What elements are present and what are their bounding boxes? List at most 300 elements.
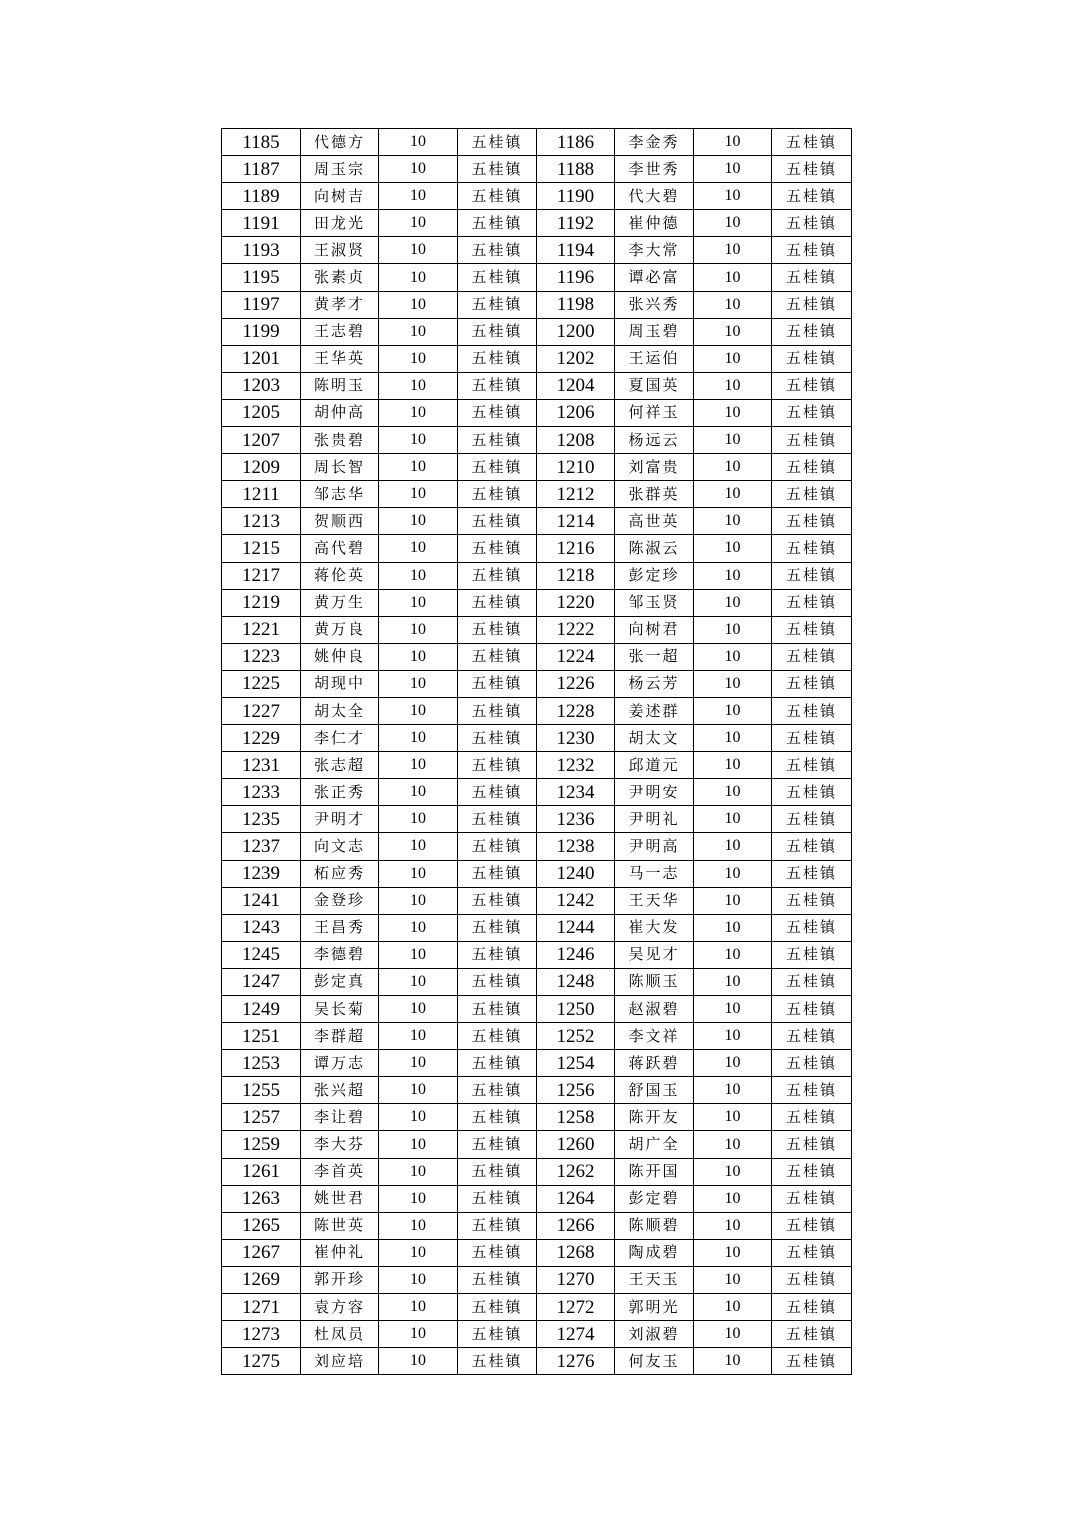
seq-number-cell: 1250 xyxy=(537,996,615,1023)
name-cell: 杨云芳 xyxy=(615,670,694,697)
table-row xyxy=(222,941,852,968)
name-cell: 刘富贵 xyxy=(615,454,694,481)
town-cell: 五桂镇 xyxy=(772,156,852,183)
name-cell: 杜凤员 xyxy=(301,1321,379,1348)
town-cell: 五桂镇 xyxy=(458,996,537,1023)
table-row xyxy=(222,670,852,697)
name-cell: 张正秀 xyxy=(301,779,379,806)
amount-cell: 10 xyxy=(694,1266,772,1293)
seq-number-cell: 1231 xyxy=(222,752,301,779)
town-cell: 五桂镇 xyxy=(458,1294,537,1321)
name-cell: 张一超 xyxy=(615,643,694,670)
seq-number-cell: 1230 xyxy=(537,725,615,752)
seq-number-cell: 1272 xyxy=(537,1294,615,1321)
table-row xyxy=(222,1131,852,1158)
town-cell: 五桂镇 xyxy=(772,481,852,508)
amount-cell: 10 xyxy=(694,887,772,914)
amount-cell: 10 xyxy=(694,1185,772,1212)
name-cell: 李金秀 xyxy=(615,129,694,156)
town-cell: 五桂镇 xyxy=(772,1348,852,1375)
name-cell: 何友玉 xyxy=(615,1348,694,1375)
town-cell: 五桂镇 xyxy=(772,1212,852,1239)
table-row xyxy=(222,345,852,372)
seq-number-cell: 1254 xyxy=(537,1050,615,1077)
seq-number-cell: 1263 xyxy=(222,1185,301,1212)
table-row xyxy=(222,210,852,237)
town-cell: 五桂镇 xyxy=(772,535,852,562)
seq-number-cell: 1185 xyxy=(222,129,301,156)
name-cell: 崔仲德 xyxy=(615,210,694,237)
table-row xyxy=(222,1239,852,1266)
seq-number-cell: 1211 xyxy=(222,481,301,508)
seq-number-cell: 1269 xyxy=(222,1266,301,1293)
amount-cell: 10 xyxy=(694,562,772,589)
name-cell: 王志碧 xyxy=(301,318,379,345)
town-cell: 五桂镇 xyxy=(772,1158,852,1185)
table-row xyxy=(222,1185,852,1212)
town-cell: 五桂镇 xyxy=(458,725,537,752)
town-cell: 五桂镇 xyxy=(458,806,537,833)
town-cell: 五桂镇 xyxy=(458,1050,537,1077)
seq-number-cell: 1218 xyxy=(537,562,615,589)
amount-cell: 10 xyxy=(694,264,772,291)
seq-number-cell: 1201 xyxy=(222,345,301,372)
amount-cell: 10 xyxy=(694,237,772,264)
amount-cell: 10 xyxy=(379,941,458,968)
seq-number-cell: 1267 xyxy=(222,1239,301,1266)
amount-cell: 10 xyxy=(379,535,458,562)
seq-number-cell: 1236 xyxy=(537,806,615,833)
town-cell: 五桂镇 xyxy=(772,1239,852,1266)
name-cell: 袁方容 xyxy=(301,1294,379,1321)
table-row xyxy=(222,1321,852,1348)
seq-number-cell: 1224 xyxy=(537,643,615,670)
town-cell: 五桂镇 xyxy=(772,752,852,779)
amount-cell: 10 xyxy=(694,833,772,860)
seq-number-cell: 1217 xyxy=(222,562,301,589)
table-row xyxy=(222,318,852,345)
name-cell: 李文祥 xyxy=(615,1023,694,1050)
amount-cell: 10 xyxy=(379,1023,458,1050)
table-row xyxy=(222,427,852,454)
amount-cell: 10 xyxy=(694,535,772,562)
town-cell: 五桂镇 xyxy=(772,1050,852,1077)
table-row xyxy=(222,968,852,995)
town-cell: 五桂镇 xyxy=(772,968,852,995)
amount-cell: 10 xyxy=(379,562,458,589)
amount-cell: 10 xyxy=(379,345,458,372)
name-cell: 陈顺碧 xyxy=(615,1212,694,1239)
name-cell: 胡现中 xyxy=(301,670,379,697)
town-cell: 五桂镇 xyxy=(458,210,537,237)
seq-number-cell: 1215 xyxy=(222,535,301,562)
amount-cell: 10 xyxy=(379,725,458,752)
amount-cell: 10 xyxy=(694,1077,772,1104)
town-cell: 五桂镇 xyxy=(458,1348,537,1375)
amount-cell: 10 xyxy=(379,183,458,210)
town-cell: 五桂镇 xyxy=(458,968,537,995)
name-cell: 王昌秀 xyxy=(301,914,379,941)
amount-cell: 10 xyxy=(379,210,458,237)
seq-number-cell: 1233 xyxy=(222,779,301,806)
town-cell: 五桂镇 xyxy=(458,1266,537,1293)
name-cell: 李仁才 xyxy=(301,725,379,752)
town-cell: 五桂镇 xyxy=(458,562,537,589)
town-cell: 五桂镇 xyxy=(772,589,852,616)
amount-cell: 10 xyxy=(694,616,772,643)
amount-cell: 10 xyxy=(379,616,458,643)
roster-body xyxy=(222,129,852,1375)
town-cell: 五桂镇 xyxy=(772,725,852,752)
table-row xyxy=(222,589,852,616)
seq-number-cell: 1275 xyxy=(222,1348,301,1375)
name-cell: 夏国英 xyxy=(615,372,694,399)
seq-number-cell: 1232 xyxy=(537,752,615,779)
amount-cell: 10 xyxy=(694,210,772,237)
name-cell: 李首英 xyxy=(301,1158,379,1185)
amount-cell: 10 xyxy=(694,697,772,724)
table-row xyxy=(222,1077,852,1104)
town-cell: 五桂镇 xyxy=(458,427,537,454)
town-cell: 五桂镇 xyxy=(772,399,852,426)
name-cell: 王华英 xyxy=(301,345,379,372)
amount-cell: 10 xyxy=(379,1050,458,1077)
table-row xyxy=(222,914,852,941)
town-cell: 五桂镇 xyxy=(772,670,852,697)
town-cell: 五桂镇 xyxy=(772,616,852,643)
roster-table xyxy=(221,128,852,1375)
town-cell: 五桂镇 xyxy=(458,1158,537,1185)
name-cell: 尹明礼 xyxy=(615,806,694,833)
town-cell: 五桂镇 xyxy=(458,589,537,616)
table-row xyxy=(222,1023,852,1050)
seq-number-cell: 1205 xyxy=(222,399,301,426)
name-cell: 蒋伦英 xyxy=(301,562,379,589)
seq-number-cell: 1255 xyxy=(222,1077,301,1104)
name-cell: 陈淑云 xyxy=(615,535,694,562)
amount-cell: 10 xyxy=(694,670,772,697)
town-cell: 五桂镇 xyxy=(458,779,537,806)
seq-number-cell: 1207 xyxy=(222,427,301,454)
seq-number-cell: 1274 xyxy=(537,1321,615,1348)
seq-number-cell: 1189 xyxy=(222,183,301,210)
name-cell: 姚世君 xyxy=(301,1185,379,1212)
amount-cell: 10 xyxy=(379,643,458,670)
amount-cell: 10 xyxy=(694,725,772,752)
name-cell: 崔仲礼 xyxy=(301,1239,379,1266)
amount-cell: 10 xyxy=(379,833,458,860)
seq-number-cell: 1271 xyxy=(222,1294,301,1321)
seq-number-cell: 1251 xyxy=(222,1023,301,1050)
seq-number-cell: 1261 xyxy=(222,1158,301,1185)
name-cell: 姜述群 xyxy=(615,697,694,724)
town-cell: 五桂镇 xyxy=(772,237,852,264)
amount-cell: 10 xyxy=(379,291,458,318)
table-row xyxy=(222,183,852,210)
seq-number-cell: 1266 xyxy=(537,1212,615,1239)
town-cell: 五桂镇 xyxy=(772,887,852,914)
town-cell: 五桂镇 xyxy=(772,779,852,806)
seq-number-cell: 1186 xyxy=(537,129,615,156)
name-cell: 李德碧 xyxy=(301,941,379,968)
amount-cell: 10 xyxy=(694,1294,772,1321)
table-row xyxy=(222,752,852,779)
seq-number-cell: 1223 xyxy=(222,643,301,670)
town-cell: 五桂镇 xyxy=(458,345,537,372)
name-cell: 王淑贤 xyxy=(301,237,379,264)
amount-cell: 10 xyxy=(379,860,458,887)
seq-number-cell: 1193 xyxy=(222,237,301,264)
amount-cell: 10 xyxy=(379,1321,458,1348)
seq-number-cell: 1244 xyxy=(537,914,615,941)
table-row xyxy=(222,291,852,318)
town-cell: 五桂镇 xyxy=(772,1266,852,1293)
town-cell: 五桂镇 xyxy=(458,616,537,643)
amount-cell: 10 xyxy=(694,156,772,183)
table-row xyxy=(222,454,852,481)
amount-cell: 10 xyxy=(694,779,772,806)
town-cell: 五桂镇 xyxy=(772,1294,852,1321)
seq-number-cell: 1225 xyxy=(222,670,301,697)
seq-number-cell: 1212 xyxy=(537,481,615,508)
amount-cell: 10 xyxy=(379,508,458,535)
seq-number-cell: 1197 xyxy=(222,291,301,318)
town-cell: 五桂镇 xyxy=(458,1185,537,1212)
amount-cell: 10 xyxy=(694,1023,772,1050)
amount-cell: 10 xyxy=(694,372,772,399)
amount-cell: 10 xyxy=(379,1158,458,1185)
town-cell: 五桂镇 xyxy=(458,237,537,264)
table-row xyxy=(222,1050,852,1077)
seq-number-cell: 1190 xyxy=(537,183,615,210)
town-cell: 五桂镇 xyxy=(458,1131,537,1158)
seq-number-cell: 1213 xyxy=(222,508,301,535)
name-cell: 何祥玉 xyxy=(615,399,694,426)
town-cell: 五桂镇 xyxy=(772,129,852,156)
amount-cell: 10 xyxy=(379,1131,458,1158)
table-row xyxy=(222,697,852,724)
name-cell: 李大常 xyxy=(615,237,694,264)
amount-cell: 10 xyxy=(694,996,772,1023)
amount-cell: 10 xyxy=(694,752,772,779)
table-row xyxy=(222,129,852,156)
amount-cell: 10 xyxy=(379,1239,458,1266)
amount-cell: 10 xyxy=(694,941,772,968)
town-cell: 五桂镇 xyxy=(772,454,852,481)
amount-cell: 10 xyxy=(694,1321,772,1348)
amount-cell: 10 xyxy=(379,1348,458,1375)
seq-number-cell: 1264 xyxy=(537,1185,615,1212)
name-cell: 周玉宗 xyxy=(301,156,379,183)
town-cell: 五桂镇 xyxy=(458,1212,537,1239)
table-row xyxy=(222,1348,852,1375)
name-cell: 马一志 xyxy=(615,860,694,887)
seq-number-cell: 1202 xyxy=(537,345,615,372)
town-cell: 五桂镇 xyxy=(772,1077,852,1104)
town-cell: 五桂镇 xyxy=(772,860,852,887)
seq-number-cell: 1216 xyxy=(537,535,615,562)
amount-cell: 10 xyxy=(379,1212,458,1239)
amount-cell: 10 xyxy=(379,806,458,833)
amount-cell: 10 xyxy=(694,968,772,995)
table-row xyxy=(222,399,852,426)
town-cell: 五桂镇 xyxy=(458,941,537,968)
name-cell: 李群超 xyxy=(301,1023,379,1050)
name-cell: 郭明光 xyxy=(615,1294,694,1321)
amount-cell: 10 xyxy=(379,481,458,508)
name-cell: 陈开国 xyxy=(615,1158,694,1185)
town-cell: 五桂镇 xyxy=(458,318,537,345)
seq-number-cell: 1206 xyxy=(537,399,615,426)
town-cell: 五桂镇 xyxy=(772,427,852,454)
town-cell: 五桂镇 xyxy=(772,1321,852,1348)
amount-cell: 10 xyxy=(694,508,772,535)
seq-number-cell: 1260 xyxy=(537,1131,615,1158)
name-cell: 周玉碧 xyxy=(615,318,694,345)
name-cell: 张兴秀 xyxy=(615,291,694,318)
name-cell: 黄万良 xyxy=(301,616,379,643)
town-cell: 五桂镇 xyxy=(772,996,852,1023)
town-cell: 五桂镇 xyxy=(772,643,852,670)
name-cell: 代德方 xyxy=(301,129,379,156)
name-cell: 向文志 xyxy=(301,833,379,860)
amount-cell: 10 xyxy=(694,1239,772,1266)
amount-cell: 10 xyxy=(694,589,772,616)
name-cell: 张兴超 xyxy=(301,1077,379,1104)
amount-cell: 10 xyxy=(379,1077,458,1104)
amount-cell: 10 xyxy=(694,427,772,454)
seq-number-cell: 1198 xyxy=(537,291,615,318)
seq-number-cell: 1234 xyxy=(537,779,615,806)
name-cell: 胡太文 xyxy=(615,725,694,752)
amount-cell: 10 xyxy=(379,454,458,481)
seq-number-cell: 1194 xyxy=(537,237,615,264)
seq-number-cell: 1259 xyxy=(222,1131,301,1158)
table-row xyxy=(222,779,852,806)
seq-number-cell: 1252 xyxy=(537,1023,615,1050)
town-cell: 五桂镇 xyxy=(772,941,852,968)
seq-number-cell: 1195 xyxy=(222,264,301,291)
town-cell: 五桂镇 xyxy=(772,508,852,535)
amount-cell: 10 xyxy=(379,264,458,291)
amount-cell: 10 xyxy=(379,697,458,724)
amount-cell: 10 xyxy=(694,481,772,508)
town-cell: 五桂镇 xyxy=(458,399,537,426)
table-row xyxy=(222,860,852,887)
table-row xyxy=(222,833,852,860)
name-cell: 李大芬 xyxy=(301,1131,379,1158)
town-cell: 五桂镇 xyxy=(458,697,537,724)
seq-number-cell: 1241 xyxy=(222,887,301,914)
town-cell: 五桂镇 xyxy=(772,183,852,210)
amount-cell: 10 xyxy=(379,1185,458,1212)
town-cell: 五桂镇 xyxy=(458,1077,537,1104)
name-cell: 张群英 xyxy=(615,481,694,508)
table-row xyxy=(222,237,852,264)
amount-cell: 10 xyxy=(379,237,458,264)
table-row xyxy=(222,508,852,535)
name-cell: 胡广全 xyxy=(615,1131,694,1158)
name-cell: 蒋跃碧 xyxy=(615,1050,694,1077)
town-cell: 五桂镇 xyxy=(458,129,537,156)
name-cell: 柘应秀 xyxy=(301,860,379,887)
town-cell: 五桂镇 xyxy=(458,833,537,860)
name-cell: 向树吉 xyxy=(301,183,379,210)
amount-cell: 10 xyxy=(379,156,458,183)
name-cell: 谭必富 xyxy=(615,264,694,291)
name-cell: 邱道元 xyxy=(615,752,694,779)
name-cell: 陈开友 xyxy=(615,1104,694,1131)
amount-cell: 10 xyxy=(379,1104,458,1131)
amount-cell: 10 xyxy=(379,779,458,806)
seq-number-cell: 1247 xyxy=(222,968,301,995)
seq-number-cell: 1208 xyxy=(537,427,615,454)
name-cell: 舒国玉 xyxy=(615,1077,694,1104)
name-cell: 田龙光 xyxy=(301,210,379,237)
seq-number-cell: 1245 xyxy=(222,941,301,968)
name-cell: 贺顺西 xyxy=(301,508,379,535)
amount-cell: 10 xyxy=(379,887,458,914)
amount-cell: 10 xyxy=(694,129,772,156)
town-cell: 五桂镇 xyxy=(458,643,537,670)
town-cell: 五桂镇 xyxy=(772,914,852,941)
name-cell: 陶成碧 xyxy=(615,1239,694,1266)
name-cell: 吴见才 xyxy=(615,941,694,968)
amount-cell: 10 xyxy=(694,399,772,426)
name-cell: 陈明玉 xyxy=(301,372,379,399)
table-row xyxy=(222,806,852,833)
name-cell: 尹明高 xyxy=(615,833,694,860)
name-cell: 彭定碧 xyxy=(615,1185,694,1212)
seq-number-cell: 1221 xyxy=(222,616,301,643)
town-cell: 五桂镇 xyxy=(458,183,537,210)
table-row xyxy=(222,1158,852,1185)
seq-number-cell: 1237 xyxy=(222,833,301,860)
town-cell: 五桂镇 xyxy=(458,914,537,941)
table-row xyxy=(222,725,852,752)
town-cell: 五桂镇 xyxy=(458,1023,537,1050)
table-row xyxy=(222,264,852,291)
amount-cell: 10 xyxy=(694,345,772,372)
table-row xyxy=(222,1104,852,1131)
name-cell: 李世秀 xyxy=(615,156,694,183)
amount-cell: 10 xyxy=(694,454,772,481)
amount-cell: 10 xyxy=(379,1294,458,1321)
town-cell: 五桂镇 xyxy=(772,697,852,724)
name-cell: 邹玉贤 xyxy=(615,589,694,616)
name-cell: 彭定真 xyxy=(301,968,379,995)
name-cell: 崔大发 xyxy=(615,914,694,941)
amount-cell: 10 xyxy=(379,968,458,995)
name-cell: 王天玉 xyxy=(615,1266,694,1293)
town-cell: 五桂镇 xyxy=(458,264,537,291)
name-cell: 李让碧 xyxy=(301,1104,379,1131)
name-cell: 赵淑碧 xyxy=(615,996,694,1023)
name-cell: 王天华 xyxy=(615,887,694,914)
table-row xyxy=(222,887,852,914)
amount-cell: 10 xyxy=(379,914,458,941)
amount-cell: 10 xyxy=(694,643,772,670)
seq-number-cell: 1204 xyxy=(537,372,615,399)
name-cell: 邹志华 xyxy=(301,481,379,508)
seq-number-cell: 1203 xyxy=(222,372,301,399)
amount-cell: 10 xyxy=(694,1131,772,1158)
table-row xyxy=(222,156,852,183)
town-cell: 五桂镇 xyxy=(458,1239,537,1266)
table-row xyxy=(222,643,852,670)
name-cell: 向树君 xyxy=(615,616,694,643)
name-cell: 胡太全 xyxy=(301,697,379,724)
